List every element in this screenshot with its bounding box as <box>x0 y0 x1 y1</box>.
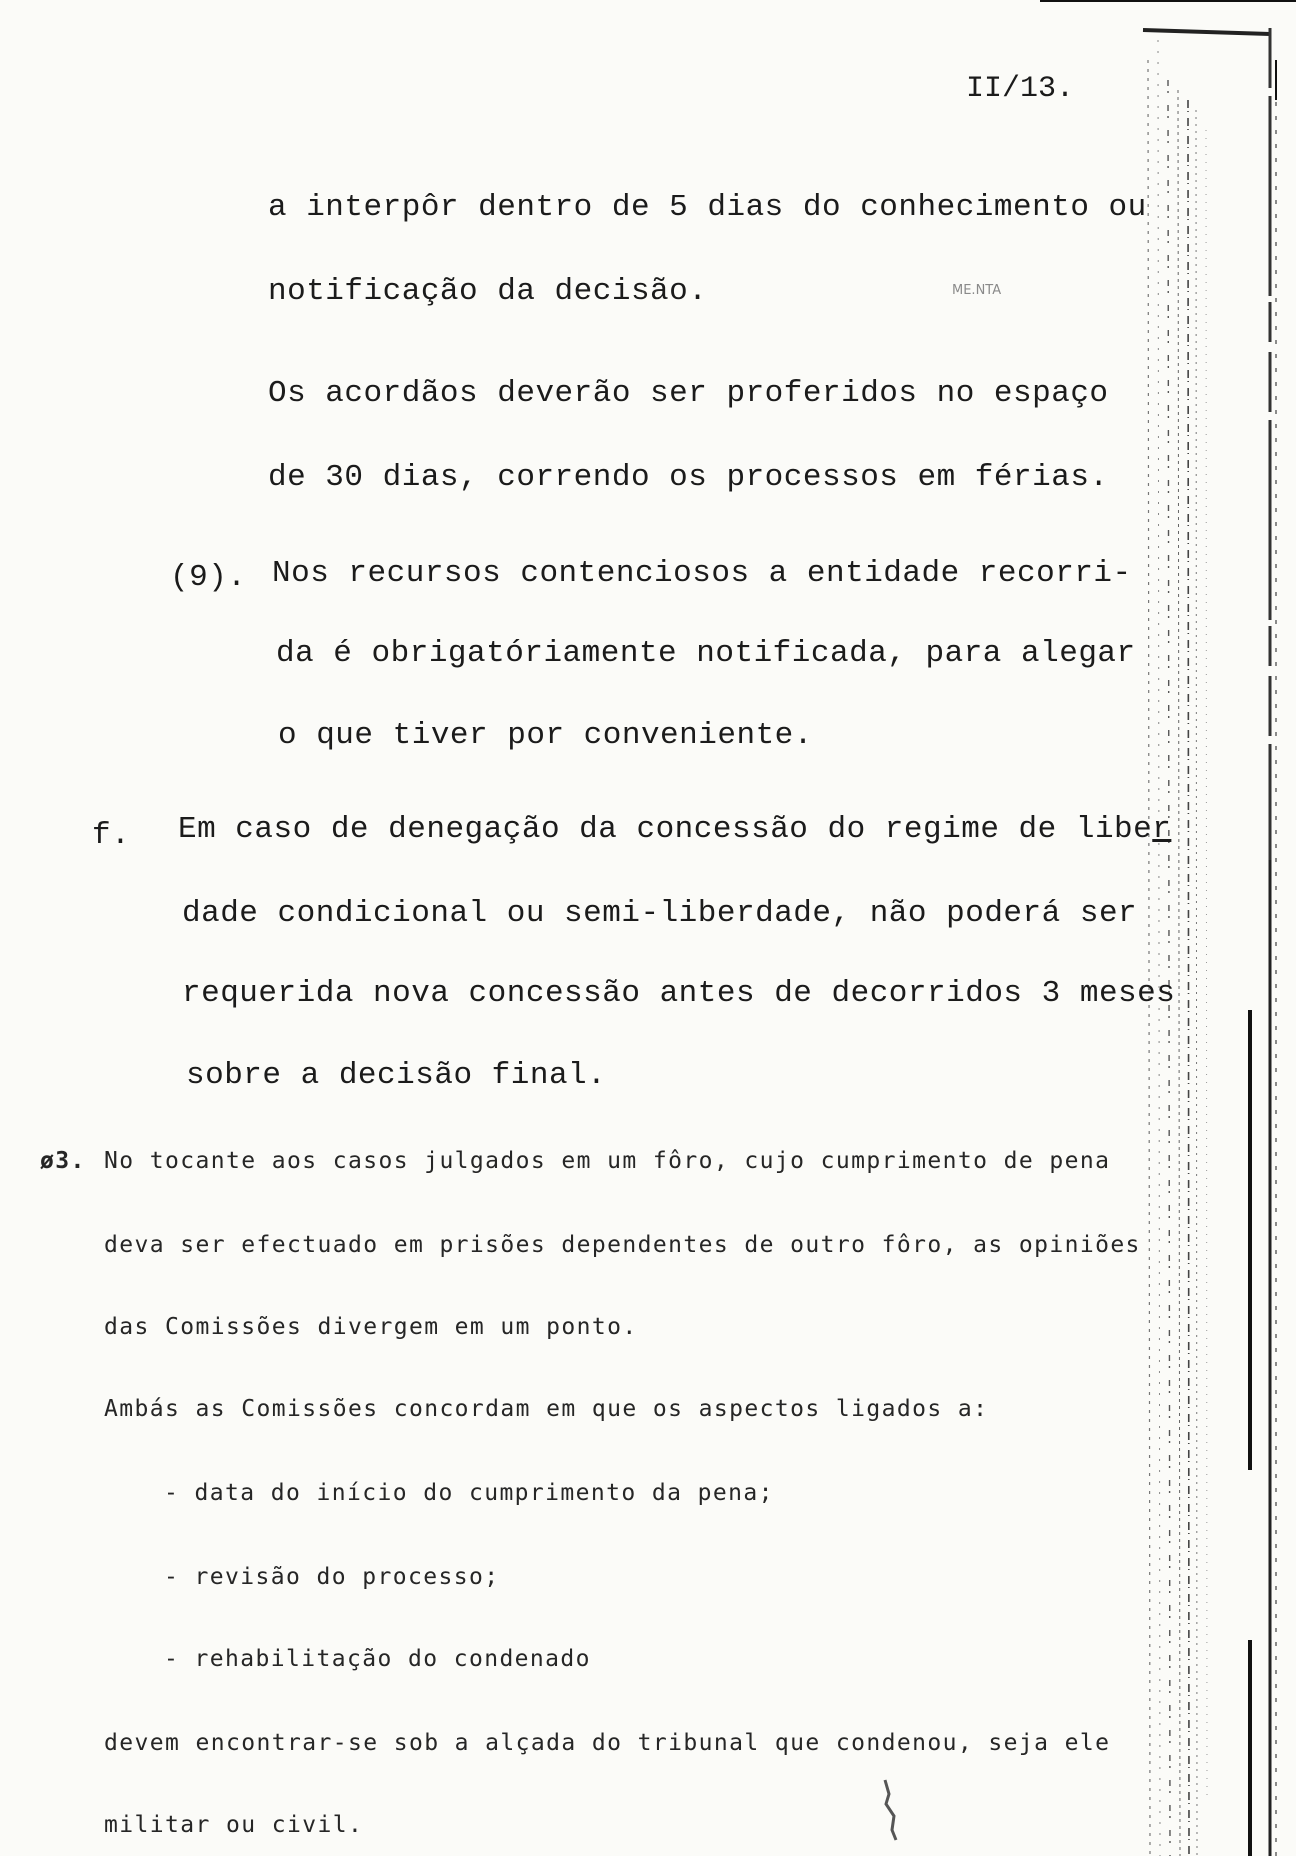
block1-line-2: notificação da decisão. <box>268 274 708 309</box>
section3-marker: ø3. <box>40 1148 86 1174</box>
item9-line-2: da é obrigatóriamente notificada, para alegar <box>276 636 1136 671</box>
item-f-line-3: requerida nova concessão antes de decorridos 3 meses <box>182 976 1176 1011</box>
block2-line-2: de 30 dias, correndo os processos em férias. <box>268 460 1109 495</box>
item-f-line-1-text: Em caso de denegação da concessão do regime de libe <box>178 812 1153 847</box>
item-f-line-1 <box>178 812 1171 847</box>
section3-bullet-1: - data do início do cumprimento da pena; <box>164 1480 774 1506</box>
block2-line-1: Os acordãos deverão ser proferidos no espaço <box>268 376 1109 411</box>
section3-closing-2: militar ou civil. <box>104 1812 364 1838</box>
item9-line-3: o que tiver por conveniente. <box>278 718 813 753</box>
marginal-note: ME.NTA <box>952 283 1002 298</box>
section3-bullet-2: - revisão do processo; <box>164 1564 500 1590</box>
item-f-line-1-underlined: r <box>1152 812 1172 847</box>
section3-closing-1: devem encontrar-se sob a alçada do tribunal que condenou, seja ele <box>104 1730 1111 1756</box>
section3-line-2: deva ser efectuado em prisões dependentes de outro fôro, as opiniões <box>104 1232 1141 1258</box>
section3-line-4: Ambás as Comissões concordam em que os aspectos ligados a: <box>104 1396 989 1422</box>
item9-line-1: Nos recursos contenciosos a entidade recorri- <box>272 556 1132 591</box>
section3-line-1: No tocante aos casos julgados em um fôro, cujo cumprimento de pena <box>104 1148 1111 1174</box>
section3-bullet-3: - rehabilitação do condenado <box>164 1646 591 1672</box>
block1-line-1: a interpôr dentro de 5 dias do conhecimento ou <box>268 190 1147 225</box>
item-f-marker: f. <box>92 818 131 853</box>
item-f-line-4: sobre a decisão final. <box>186 1058 607 1093</box>
item-f-line-2: dade condicional ou semi-liberdade, não poderá ser <box>182 896 1138 931</box>
section3-line-3: das Comissões divergem em um ponto. <box>104 1314 638 1340</box>
page-number: II/13. <box>966 72 1075 106</box>
item9-marker: (9). <box>170 560 247 595</box>
